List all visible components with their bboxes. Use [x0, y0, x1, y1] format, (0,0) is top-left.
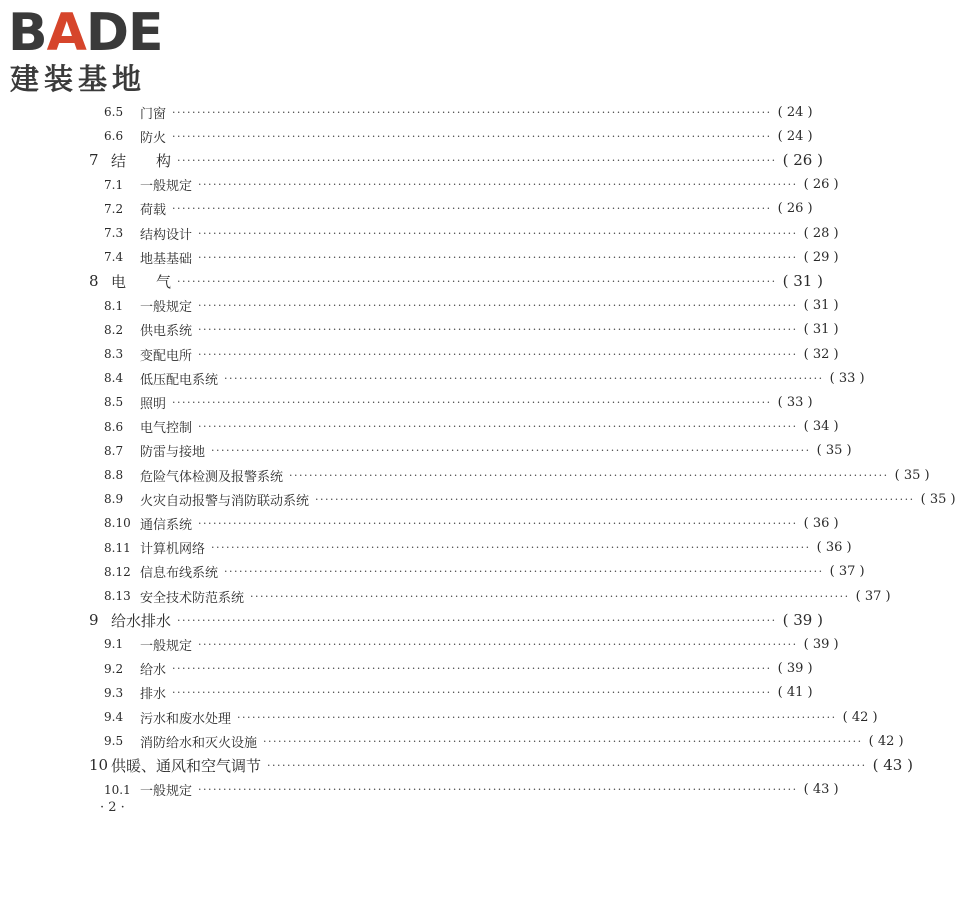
toc-page-number: ( 42 ) [868, 733, 904, 749]
dot-leader: ························································································································ [198, 178, 798, 192]
toc-section-row [0, 174, 839, 196]
toc-page-number: ( 37 ) [855, 588, 891, 604]
toc-title: 污水和废水处理 [140, 711, 232, 727]
toc-title: 低压配电系统 [140, 372, 219, 388]
toc-number: 8.7 [104, 443, 124, 458]
toc-section-row [0, 561, 865, 583]
toc-title: 结构设计 [140, 227, 193, 243]
toc-title: 电气控制 [140, 421, 193, 437]
toc-title: 计算机网络 [140, 542, 206, 558]
dot-leader: ························································································································ [224, 371, 824, 385]
toc-section-row [0, 682, 813, 704]
toc-number: 8.6 [104, 419, 124, 434]
toc-page-number: ( 26 ) [803, 177, 839, 193]
toc-chapter-row [0, 149, 823, 171]
logo-subtitle: 建装基地 [10, 62, 147, 96]
toc-title: 荷载 [140, 203, 167, 219]
bade-logo [8, 3, 188, 98]
toc-page-number: ( 32 ) [803, 346, 839, 362]
toc-page-number: ( 31 ) [782, 272, 823, 291]
toc-section-row [0, 246, 839, 268]
toc-title: 火灾自动报警与消防联动系统 [140, 493, 310, 509]
dot-leader: ························································································································ [177, 613, 777, 627]
toc-chapter-row [0, 754, 913, 776]
toc-number: 9.1 [104, 637, 124, 652]
dot-leader: ························································································································ [172, 105, 772, 119]
dot-leader: ························································································································ [198, 226, 798, 240]
toc-page-number: ( 43 ) [872, 756, 913, 775]
toc-number: 9 [89, 611, 99, 630]
dot-leader: ························································································································ [315, 492, 915, 506]
toc-title: 防火 [140, 130, 167, 146]
toc-page-number: ( 28 ) [803, 225, 839, 241]
toc-number: 8.12 [104, 564, 131, 579]
toc-number: 8.1 [104, 298, 124, 313]
toc-section-row [0, 222, 839, 244]
dot-leader: ························································································································ [198, 637, 798, 651]
toc-title: 地基基础 [140, 251, 193, 267]
dot-leader: ························································································································ [198, 299, 798, 313]
dot-leader: ························································································································ [172, 395, 772, 409]
toc-title: 变配电所 [140, 348, 193, 364]
toc-title: 供电系统 [140, 324, 193, 340]
dot-leader: ························································································································ [198, 250, 798, 264]
toc-number: 8.8 [104, 468, 124, 482]
toc-section-row [0, 198, 813, 220]
toc-title: 结 构 [111, 151, 172, 170]
dot-leader: ························································································································ [267, 758, 867, 772]
toc-page-number: ( 43 ) [803, 782, 839, 798]
dot-leader: ························································································································ [198, 516, 798, 530]
toc-number: 9.5 [104, 734, 124, 749]
toc-section-row [0, 585, 891, 607]
toc-title: 消防给水和灭火设施 [140, 735, 258, 751]
toc-number: 8.5 [104, 395, 124, 410]
toc-page-number: ( 35 ) [894, 467, 930, 483]
dot-leader: ························································································································ [211, 444, 811, 458]
toc-page-number: ( 42 ) [842, 709, 878, 725]
toc-number: 8 [89, 272, 99, 291]
toc-page-number: ( 34 ) [803, 419, 839, 435]
toc-page-number: ( 35 ) [816, 443, 852, 459]
toc-title: 照明 [140, 396, 167, 412]
toc-section-row [0, 391, 813, 413]
toc-number: 10 [89, 756, 109, 775]
toc-page-number: ( 26 ) [777, 201, 813, 217]
toc-number: 9.2 [104, 661, 124, 676]
toc-section-row [0, 488, 956, 510]
toc-number: 8.10 [104, 516, 131, 531]
toc-page-number: ( 36 ) [816, 540, 852, 556]
toc-number: 8.9 [104, 492, 124, 507]
toc-chapter-row [0, 609, 823, 631]
toc-number: 7.2 [104, 201, 124, 216]
toc-chapter-row [0, 270, 823, 292]
toc-section-row [0, 295, 839, 317]
toc-section-row [0, 440, 852, 462]
logo-wordmark: BADE [8, 3, 163, 63]
toc-section-row [0, 464, 930, 486]
dot-leader: ························································································································ [172, 662, 772, 676]
toc-number: 8.3 [104, 347, 124, 361]
toc-title: 一般规定 [140, 638, 193, 654]
dot-leader: ························································································································ [263, 734, 863, 748]
toc-number: 6.6 [104, 129, 124, 144]
toc-title: 一般规定 [140, 179, 193, 195]
toc-section-row [0, 343, 839, 365]
dot-leader: ························································································································ [198, 347, 798, 361]
toc-section-row [0, 658, 813, 680]
toc-page-number: ( 31 ) [803, 298, 839, 314]
toc-page-number: ( 33 ) [829, 370, 865, 386]
dot-leader: ························································································································ [250, 589, 850, 603]
toc-title: 信息布线系统 [140, 566, 219, 582]
toc-section-row [0, 779, 839, 801]
toc-section-row [0, 367, 865, 389]
toc-section-row [0, 706, 878, 728]
toc-number: 8.13 [104, 589, 131, 603]
toc-title: 一般规定 [140, 784, 193, 800]
dot-leader: ························································································································ [172, 202, 772, 216]
toc-page-number: ( 35 ) [920, 491, 956, 507]
dot-leader: ························································································································ [177, 274, 777, 288]
dot-leader: ························································································································ [211, 541, 811, 555]
toc-title: 给水排水 [111, 611, 172, 630]
toc-title: 防雷与接地 [140, 445, 206, 461]
toc-number: 8.11 [104, 540, 131, 555]
dot-leader: ························································································································ [172, 686, 772, 700]
dot-leader: ························································································································ [172, 129, 772, 143]
dot-leader: ························································································································ [198, 323, 798, 337]
toc-section-row [0, 633, 839, 655]
toc-section-row [0, 512, 839, 534]
page-number: · 2 · [100, 800, 125, 815]
toc-section-row [0, 101, 813, 123]
toc-number: 8.4 [104, 371, 124, 386]
toc-title: 危险气体检测及报警系统 [140, 469, 284, 485]
toc-page-number: ( 39 ) [803, 636, 839, 652]
toc-page-number: ( 24 ) [777, 128, 813, 144]
toc-number: 7.1 [104, 177, 124, 192]
dot-leader: ························································································································ [177, 153, 777, 167]
toc-title: 通信系统 [140, 517, 193, 533]
toc-page-number: ( 41 ) [777, 685, 813, 701]
toc-number: 9.3 [104, 685, 124, 700]
toc-section-row [0, 537, 852, 559]
toc-number: 7.4 [104, 250, 124, 265]
toc-title: 供暖、通风和空气调节 [111, 756, 262, 775]
toc-page-number: ( 37 ) [829, 564, 865, 580]
dot-leader: ························································································································ [224, 565, 824, 579]
toc-title: 电 气 [111, 272, 172, 291]
toc-number: 9.4 [104, 710, 124, 724]
toc-page-number: ( 29 ) [803, 249, 839, 265]
dot-leader: ························································································································ [289, 468, 889, 482]
toc-number: 7.3 [104, 226, 124, 240]
dot-leader: ························································································································ [237, 710, 837, 724]
toc-number: 10.1 [104, 782, 131, 797]
toc-section-row [0, 730, 904, 752]
toc-number: 8.2 [104, 322, 124, 337]
toc-number: 7 [89, 151, 99, 170]
toc-title: 一般规定 [140, 300, 193, 316]
toc-title: 安全技术防范系统 [140, 590, 245, 606]
toc-section-row [0, 125, 813, 147]
toc-page-number: ( 39 ) [782, 611, 823, 630]
toc-section-row [0, 416, 839, 438]
dot-leader: ························································································································ [198, 420, 798, 434]
toc-section-row [0, 319, 839, 341]
toc-number: 6.5 [104, 105, 124, 119]
toc-page-number: ( 31 ) [803, 322, 839, 338]
toc-page-number: ( 36 ) [803, 515, 839, 531]
dot-leader: ························································································································ [198, 783, 798, 797]
toc-page-number: ( 33 ) [777, 394, 813, 410]
toc-title: 给水 [140, 663, 167, 679]
toc-page-number: ( 26 ) [782, 151, 823, 170]
toc-page-number: ( 39 ) [777, 661, 813, 677]
toc-title: 门窗 [140, 106, 167, 122]
toc-title: 排水 [140, 687, 167, 703]
toc-page-number: ( 24 ) [777, 104, 813, 120]
